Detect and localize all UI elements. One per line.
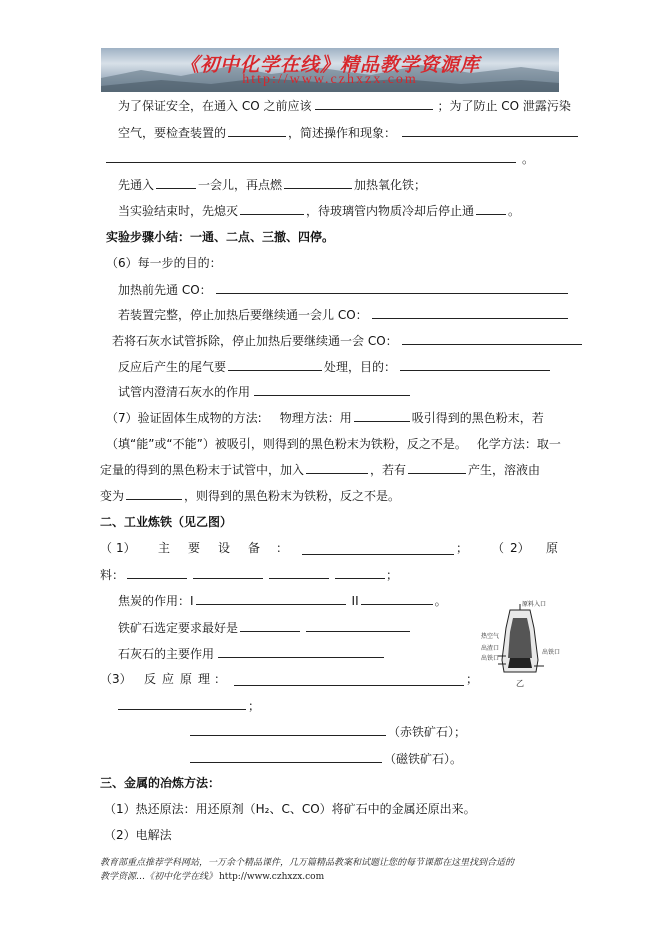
text-line	[118, 592, 447, 609]
label-left-3: 出铁口	[481, 655, 500, 662]
text: 当实验结束时，先熄灭	[118, 204, 239, 218]
text: 设	[218, 541, 231, 555]
text-line	[106, 409, 544, 426]
text: ，待玻璃管内物质冷却后停止通	[306, 204, 475, 218]
text: 变为	[100, 489, 125, 503]
method-1: （1）热还原法：用还原剂（H₂、C、CO）将矿石中的金属还原出来。	[104, 802, 476, 816]
text: （	[100, 541, 113, 555]
text: ；	[248, 699, 261, 713]
text: ；	[456, 541, 469, 555]
text-line	[118, 281, 568, 298]
text-line	[190, 723, 466, 740]
blank	[106, 150, 516, 163]
text: 试管内澄清石灰水的作用	[118, 385, 251, 399]
text: 反	[144, 672, 157, 686]
text: II	[351, 594, 359, 608]
text: 。	[522, 152, 535, 166]
footer-line-1: 教育部重点推荐学科网站，一万余个精品课件，几万篇精品教案和试题让您的每节课都在这里找到合适的	[100, 858, 515, 868]
text: ，若有	[370, 463, 407, 477]
blank	[196, 592, 346, 605]
blank	[127, 566, 187, 579]
text: 理	[198, 672, 211, 686]
label-left-1: 热空气	[481, 633, 500, 640]
blank	[335, 566, 385, 579]
text-line	[106, 436, 561, 452]
text-line	[118, 383, 410, 400]
text: 空气，要检查装置的	[118, 126, 227, 140]
text-line	[100, 566, 398, 583]
blank	[193, 566, 263, 579]
text: ：	[276, 541, 289, 555]
text: 为了保证安全，在通入 CO 之前应该	[118, 99, 312, 113]
text-line	[106, 150, 534, 167]
blank	[216, 281, 568, 294]
blank	[306, 461, 368, 474]
blank	[240, 619, 300, 632]
text: 处理，目的：	[324, 360, 397, 374]
blank	[372, 306, 568, 319]
blank	[240, 202, 304, 215]
blank	[269, 566, 329, 579]
blank	[190, 750, 382, 763]
figure-caption: 乙	[516, 679, 524, 688]
text-line	[118, 202, 520, 219]
text-line	[118, 645, 384, 662]
text: 加热前先通 CO：	[118, 283, 212, 297]
text: ；	[386, 568, 399, 582]
text: 反应后产生的尾气要	[118, 360, 227, 374]
label-right: 出铁口	[542, 649, 560, 656]
blank	[190, 723, 386, 736]
blank	[408, 461, 466, 474]
footer-url: http://www.czhxzx.com	[219, 872, 325, 882]
question-6: （6）每一步的目的：	[106, 256, 222, 270]
summary-heading: 实验步骤小结：一通、二点、三撤、四停。	[106, 230, 335, 244]
text-line	[118, 124, 578, 141]
blank	[254, 383, 410, 396]
text-line	[118, 358, 550, 375]
section-3-heading: 三、金属的冶炼方法：	[100, 776, 221, 790]
text-line	[100, 461, 540, 478]
text: （磁铁矿石）。	[384, 752, 463, 766]
header-banner	[101, 48, 559, 92]
text: 产生，溶液由	[468, 463, 541, 477]
blank	[306, 619, 410, 632]
method-2: （2）电解法	[104, 828, 172, 842]
text: 料：	[100, 568, 125, 582]
text: 1）	[116, 541, 136, 555]
text: 吸引得到的黑色粉末，若	[411, 411, 544, 425]
text: 物理方法：用	[279, 411, 352, 425]
footer-text: 教学资源…《初中化学在线》	[100, 872, 218, 882]
blank	[302, 542, 454, 555]
text: 若装置完整，停止加热后要继续通一会儿 CO：	[118, 308, 368, 322]
text: 若将石灰水试管拆除，停止加热后要继续通一会 CO：	[112, 334, 398, 348]
text-line	[190, 750, 462, 767]
text: （赤铁矿石）；	[388, 725, 467, 739]
text: 焦炭的作用：I	[118, 594, 194, 608]
blank	[400, 358, 550, 371]
section-2-heading: 二、工业炼铁（见乙图）	[100, 515, 233, 529]
blank	[234, 673, 464, 686]
blank	[218, 645, 384, 658]
blank	[228, 358, 322, 371]
text-line	[118, 697, 260, 714]
text: （填“能”或“不能”）被吸引，则得到的黑色粉末为铁粉，反之不是。	[106, 437, 467, 451]
blank	[156, 176, 196, 189]
text: （3）	[100, 672, 132, 686]
text: 原	[546, 541, 559, 555]
text: 主	[158, 541, 171, 555]
banner-title: 《初中化学在线》精品教学资源库	[179, 54, 480, 76]
text: 应	[162, 672, 175, 686]
text: 石灰石的主要作用	[118, 647, 215, 661]
text-line	[100, 487, 400, 504]
text: 。	[508, 204, 521, 218]
text: ；	[466, 672, 479, 686]
text-line	[112, 332, 582, 349]
blank	[402, 124, 578, 137]
text-line	[118, 97, 571, 114]
text-line	[118, 176, 426, 193]
blast-furnace-diagram	[480, 598, 560, 690]
text: 2）	[510, 541, 530, 555]
text: 。	[434, 594, 447, 608]
blank	[315, 97, 433, 110]
text: （	[492, 541, 505, 555]
blank	[228, 124, 286, 137]
text: 铁矿石选定要求最好是	[118, 621, 239, 635]
text: （7）验证固体生成物的方法:	[106, 411, 262, 425]
text: 加热氧化铁；	[354, 178, 427, 192]
text: 先通入	[118, 178, 155, 192]
label-left-2: 出渣口	[481, 645, 500, 652]
text-line	[118, 619, 410, 636]
blank	[402, 332, 582, 345]
blank	[118, 697, 246, 710]
label-top: 原料入口	[522, 601, 547, 608]
blank	[354, 409, 410, 422]
text: 一会儿，再点燃	[198, 178, 283, 192]
text: ，则得到的黑色粉末为铁粉，反之不是。	[184, 489, 401, 503]
blank	[476, 202, 506, 215]
text-line	[118, 306, 568, 323]
blank	[284, 176, 352, 189]
blast-furnace-figure	[480, 598, 560, 690]
text: 要	[188, 541, 201, 555]
text: ；为了防止 CO 泄露污染	[437, 99, 571, 113]
banner-url: http://www.czhxzx.com	[242, 72, 418, 87]
text: ：	[214, 672, 227, 686]
blank	[361, 592, 433, 605]
text: 备	[248, 541, 261, 555]
text: 原	[180, 672, 193, 686]
footer-line-2	[100, 869, 324, 885]
blank	[126, 487, 182, 500]
text: 化学方法：取一	[476, 437, 561, 451]
text: 定量的得到的黑色粉末于试管中，加入	[100, 463, 305, 477]
text: ，简述操作和现象：	[288, 126, 397, 140]
